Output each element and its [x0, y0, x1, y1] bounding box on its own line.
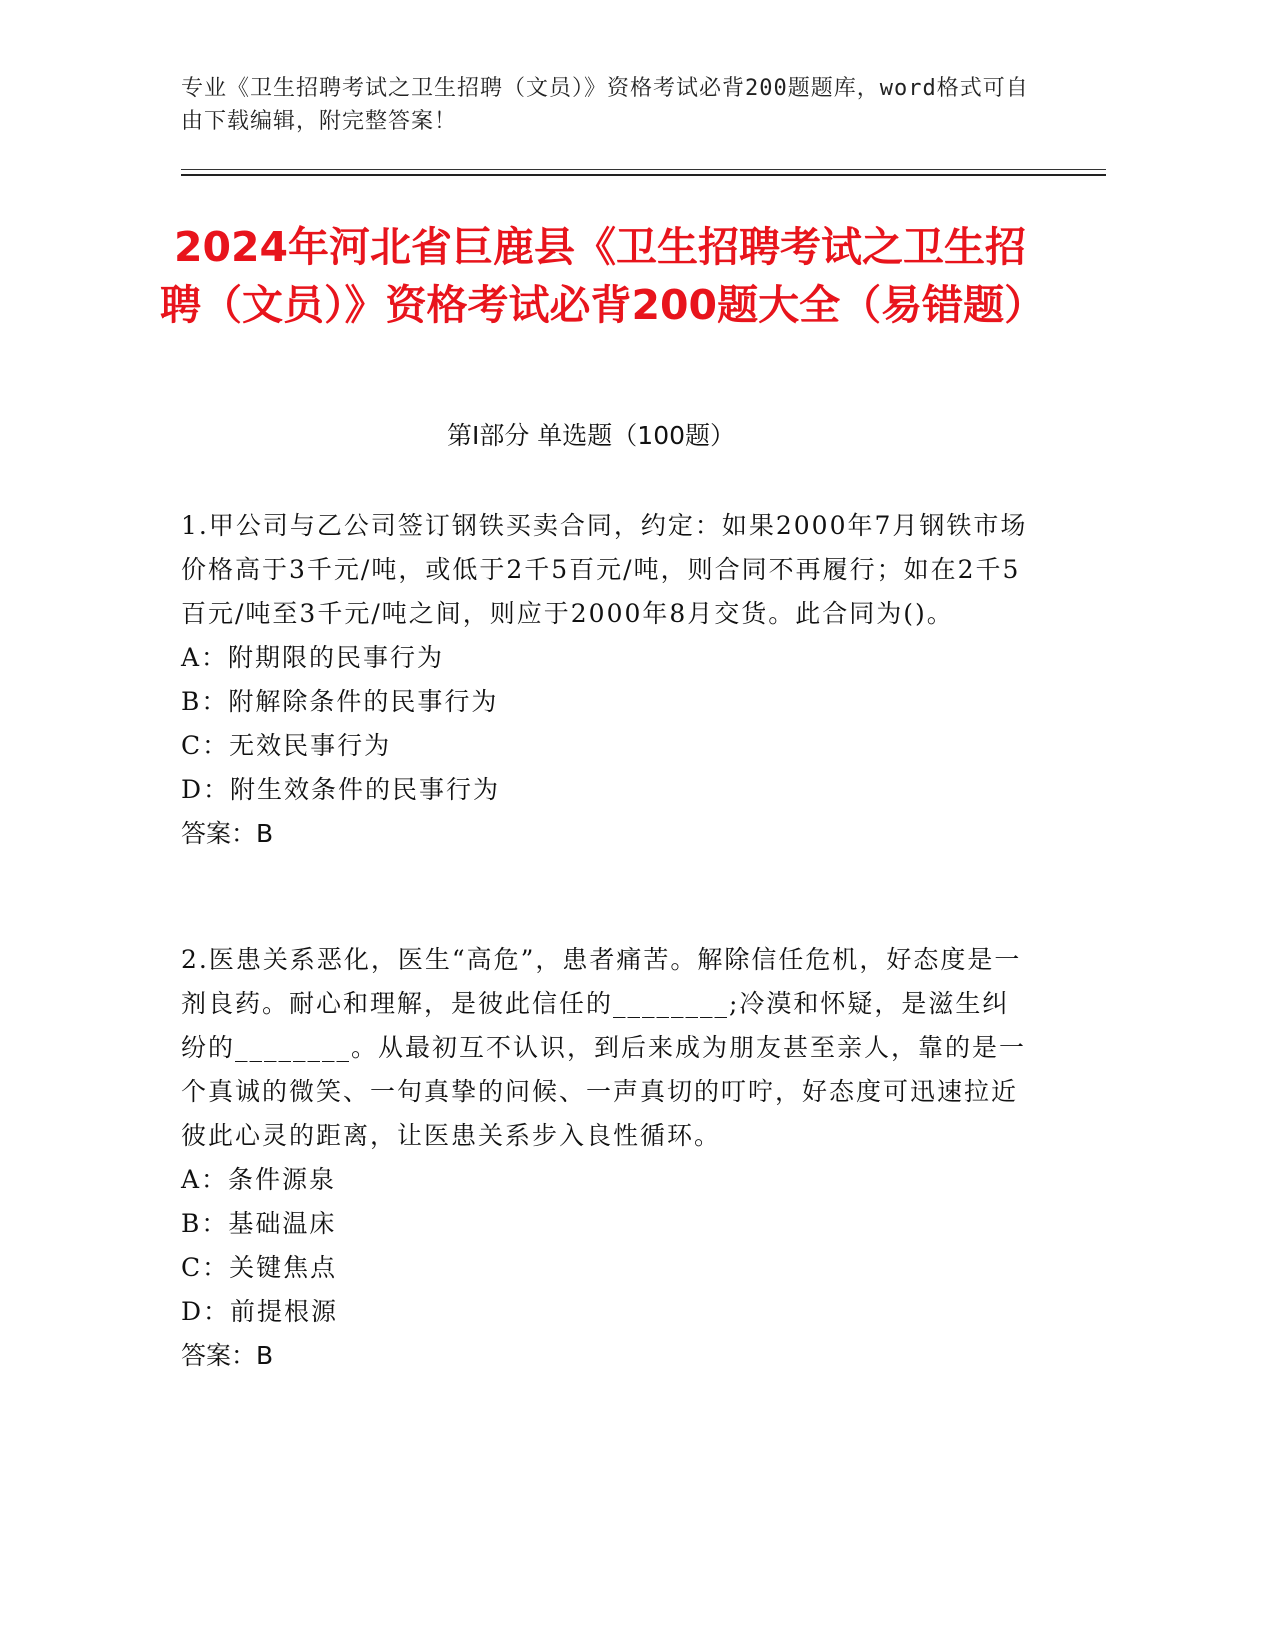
- option-c: C：关键焦点: [181, 1253, 338, 1282]
- option-b: B：基础温床: [181, 1209, 337, 1238]
- question-1: [181, 504, 1031, 856]
- option-a: A：条件源泉: [181, 1165, 337, 1194]
- question-stem: 1.甲公司与乙公司签订钢铁买卖合同，约定：如果2000年7月钢铁市场价格高于3千元/吨，或低于2千5百元/吨，则合同不再履行；如在2千5百元/吨至3千元/吨之间，则应于2000年8月交货。此合同为()。: [181, 511, 1028, 628]
- option-c: C：无效民事行为: [181, 731, 392, 760]
- question-2: [181, 938, 1031, 1378]
- section-title: 第Ⅰ部分 单选题（100题）: [446, 421, 736, 450]
- answer-line: 答案：B: [181, 1341, 274, 1370]
- header-divider-thick: [181, 174, 1106, 176]
- document-title: 2024年河北省巨鹿县《卫生招聘考试之卫生招聘（文员）》资格考试必背200题大全（易错题）: [160, 223, 1046, 329]
- option-a: A：附期限的民事行为: [181, 643, 445, 672]
- option-d: D：前提根源: [181, 1297, 339, 1326]
- question-stem: 2.医患关系恶化，医生“高危”，患者痛苦。解除信任危机，好态度是一剂良药。耐心和理解，是彼此信任的________;冷漠和怀疑，是滋生纠纷的________。从最初互不认识，到后来成为朋友甚至亲人，靠的是一个真诚的微笑、一句真挚的问候、一声真切的叮咛，好态度可迅速拉近彼此心灵的距离，让医患关系步入良性循环。: [181, 945, 1027, 1150]
- option-d: D：附生效条件的民事行为: [181, 775, 501, 804]
- header-divider-thin: [181, 169, 1106, 170]
- option-b: B：附解除条件的民事行为: [181, 687, 499, 716]
- answer-line: 答案：B: [181, 819, 274, 848]
- header-note: 专业《卫生招聘考试之卫生招聘（文员）》资格考试必背200题题库，word格式可自由下载编辑，附完整答案！: [181, 76, 1029, 134]
